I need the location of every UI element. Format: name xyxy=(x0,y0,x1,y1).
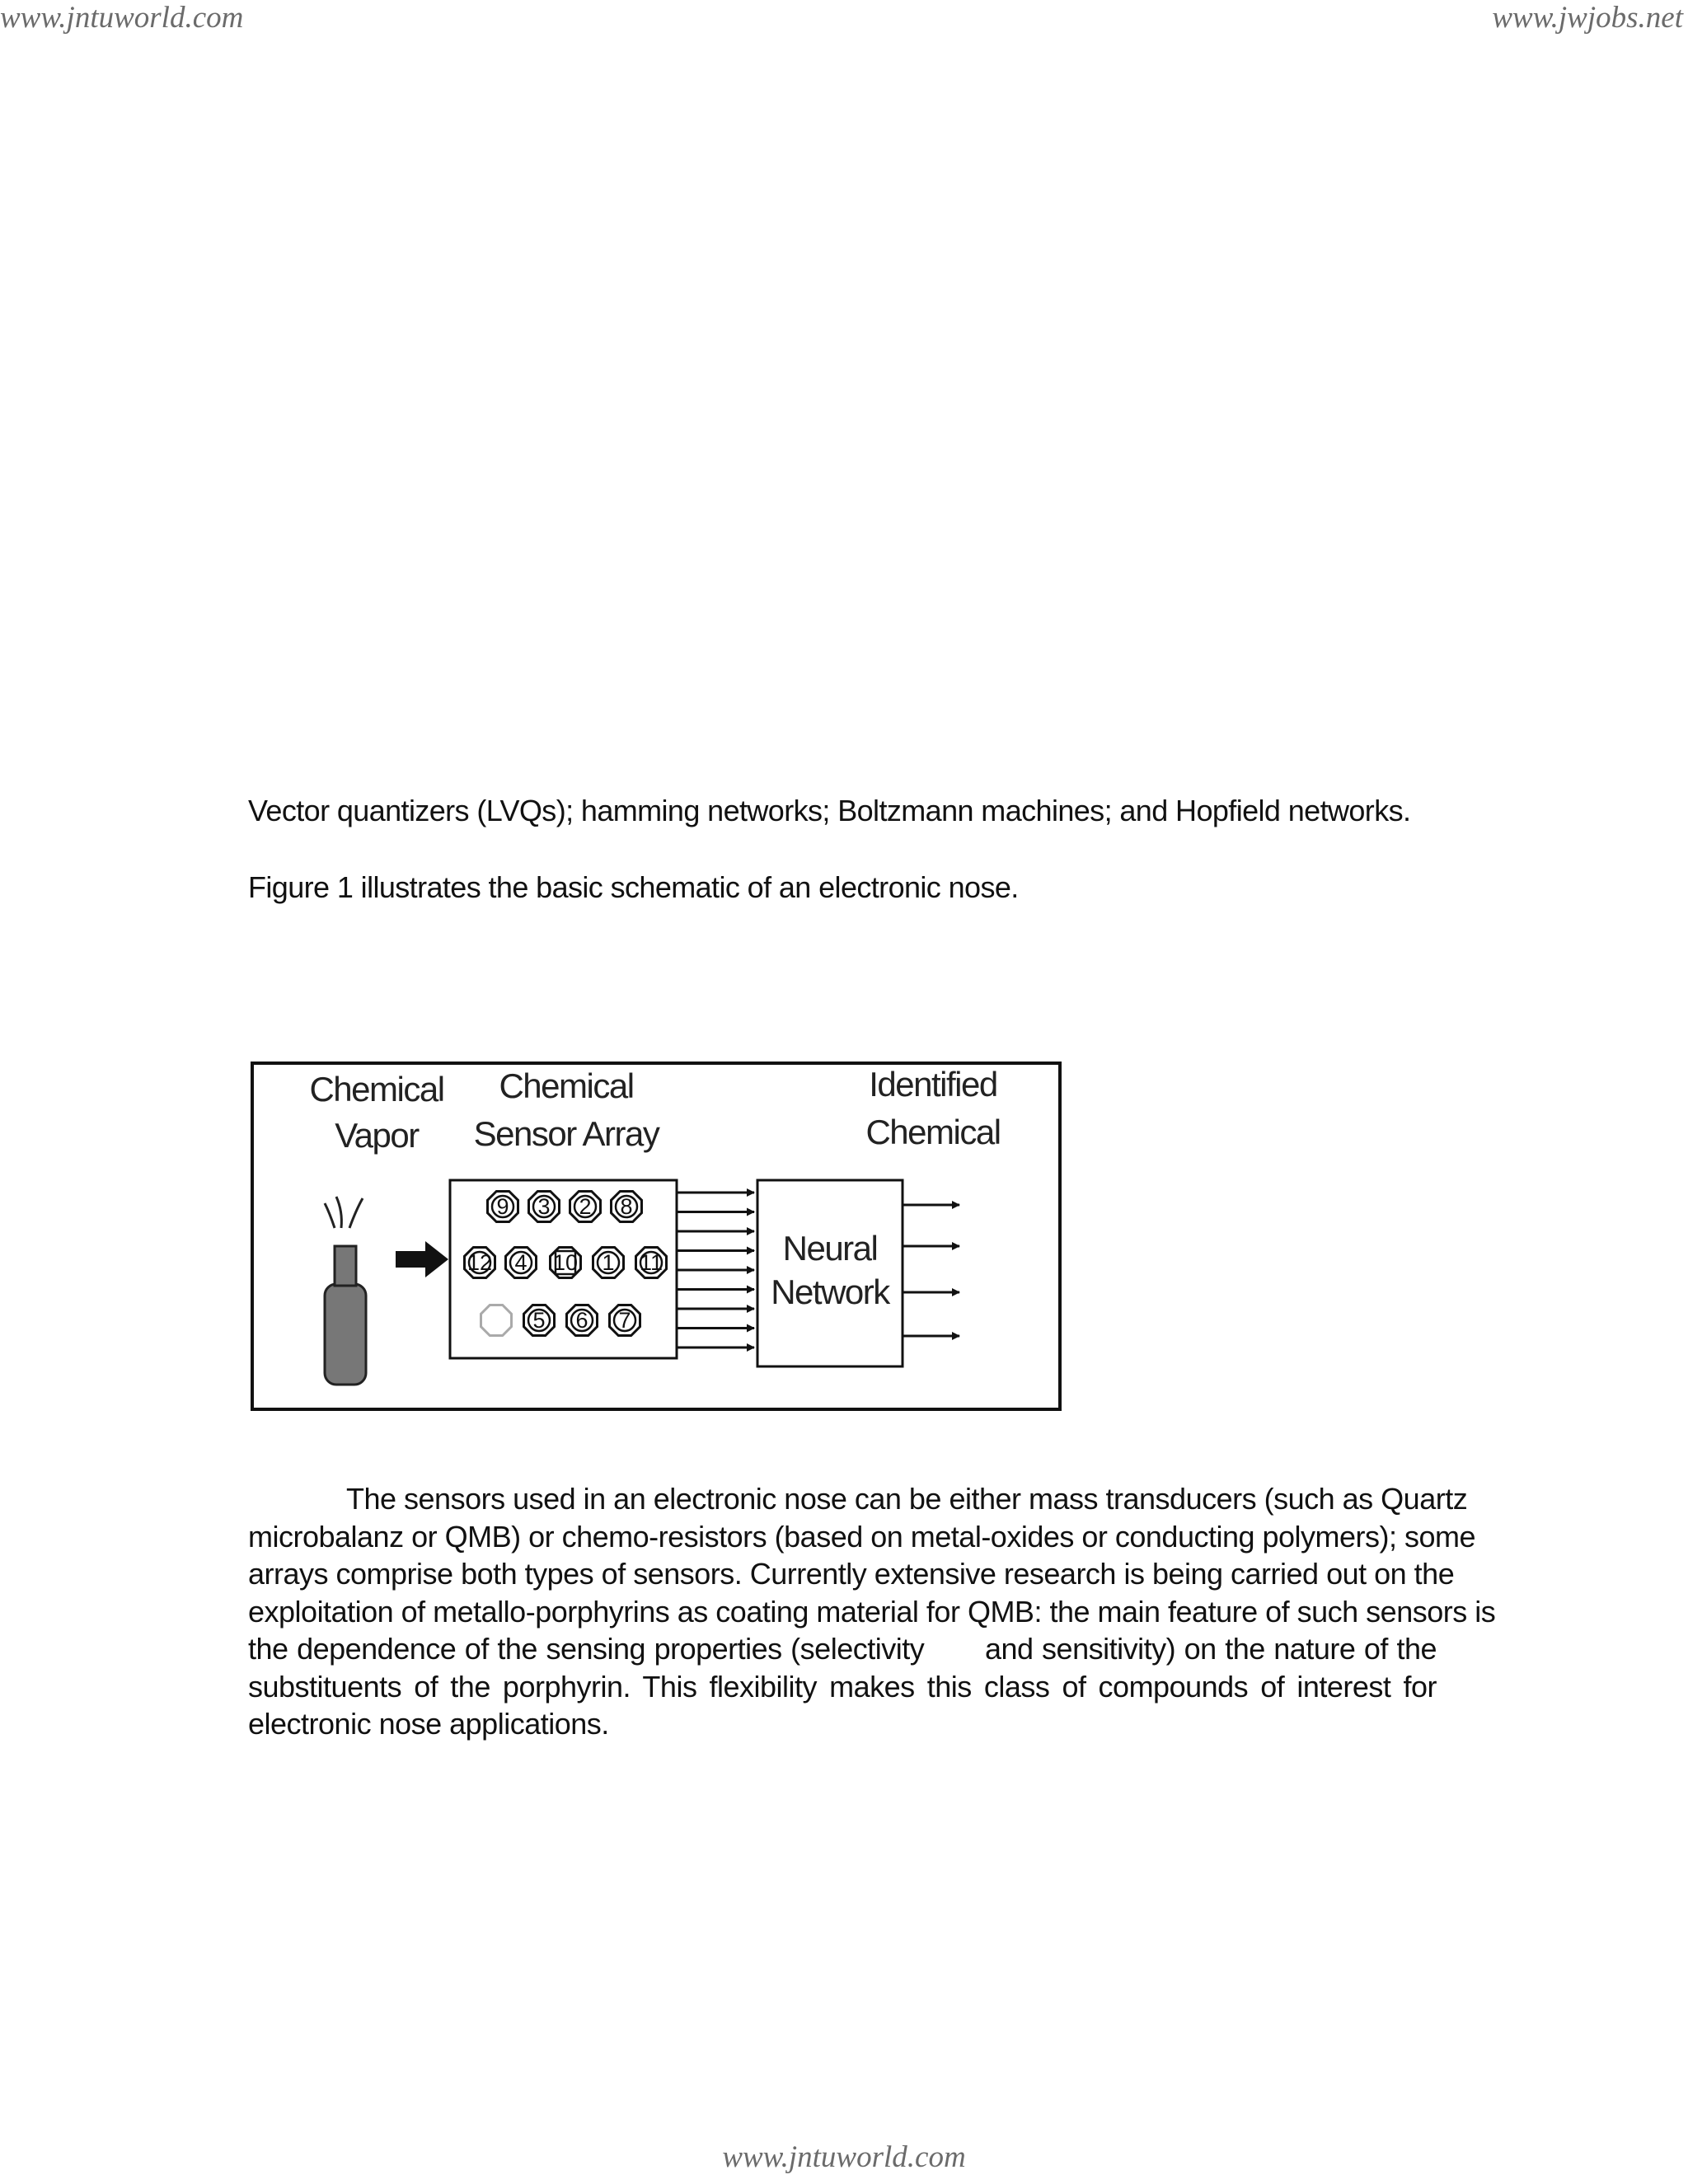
label-output-line2: Chemical xyxy=(865,1113,1001,1151)
input-arrow-icon xyxy=(396,1241,448,1277)
paragraph-figure-intro: Figure 1 illustrates the basic schematic of an electronic nose. xyxy=(248,870,1019,904)
label-output-line1: Identified xyxy=(869,1065,997,1104)
body-line-6: substituents of the porphyrin. This flexibility makes this class of compounds of interest for xyxy=(248,1669,1437,1704)
body-line-3: arrays comprise both types of sensors. Currently extensive research is being carried out on the xyxy=(248,1557,1455,1591)
network-label-line1: Neural xyxy=(782,1229,878,1268)
sensor-5 xyxy=(524,1305,555,1336)
sensor-label: 6 xyxy=(575,1308,588,1333)
header-watermark-left: www.jntuworld.com xyxy=(0,1,244,35)
sensor-8 xyxy=(612,1192,642,1222)
sensor-label: 3 xyxy=(537,1194,551,1219)
sensor-label: 1 xyxy=(602,1250,615,1275)
sensor-label: 10 xyxy=(552,1250,579,1275)
sensor-12 xyxy=(465,1248,495,1278)
sensor-9 xyxy=(488,1192,518,1222)
body-line-5: the dependence of the sensing properties (selectivity and sensitivity) on the nature of the xyxy=(248,1632,1437,1666)
vapor-bottle-icon xyxy=(325,1197,366,1385)
sensor-label: 11 xyxy=(639,1250,663,1275)
network-label-line2: Network xyxy=(771,1272,889,1311)
sensor-4 xyxy=(506,1248,537,1278)
body-line-7: electronic nose applications. xyxy=(248,1707,609,1741)
paragraph-sensors xyxy=(248,1480,1496,1743)
sensor-7 xyxy=(610,1305,640,1336)
sensor-6 xyxy=(567,1305,598,1336)
network-output-arrows xyxy=(903,1205,959,1336)
sensor-empty xyxy=(481,1305,512,1336)
sensor-label: 5 xyxy=(532,1308,546,1333)
electronic-nose-diagram xyxy=(249,1058,1065,1421)
label-array-line1: Chemical xyxy=(499,1066,634,1105)
sensor-label: 9 xyxy=(496,1194,509,1219)
label-array-line2: Sensor Array xyxy=(473,1114,659,1153)
body-line-4: exploitation of metallo-porphyrins as coating material for QMB: the main feature of such sensors is xyxy=(248,1594,1496,1629)
sensor-2 xyxy=(570,1192,601,1222)
label-vapor-line1: Chemical xyxy=(309,1070,444,1108)
array-output-arrows xyxy=(678,1193,754,1347)
sensor-11 xyxy=(636,1248,667,1278)
sensor-label: 4 xyxy=(514,1250,528,1275)
paragraph-network-types: Vector quantizers (LVQs); hamming networks; Boltzmann machines; and Hopfield networks. xyxy=(248,794,1411,827)
body-line-1: The sensors used in an electronic nose can be either mass transducers (such as Quartz xyxy=(346,1482,1468,1516)
sensor-label: 8 xyxy=(620,1194,633,1219)
label-vapor-line2: Vapor xyxy=(335,1116,419,1155)
sensor-10 xyxy=(551,1248,581,1278)
sensor-label: 7 xyxy=(618,1308,631,1333)
body-line-2: microbalanz or QMB) or chemo-resistors (based on metal-oxides or conducting polymers); some xyxy=(248,1519,1476,1554)
sensor-label: 12 xyxy=(467,1250,493,1275)
sensor-3 xyxy=(529,1192,560,1222)
footer-watermark: www.jntuworld.com xyxy=(722,2140,966,2174)
sensor-label: 2 xyxy=(579,1194,592,1219)
header-watermark-right: www.jwjobs.net xyxy=(1492,1,1683,35)
sensor-1 xyxy=(593,1248,624,1278)
